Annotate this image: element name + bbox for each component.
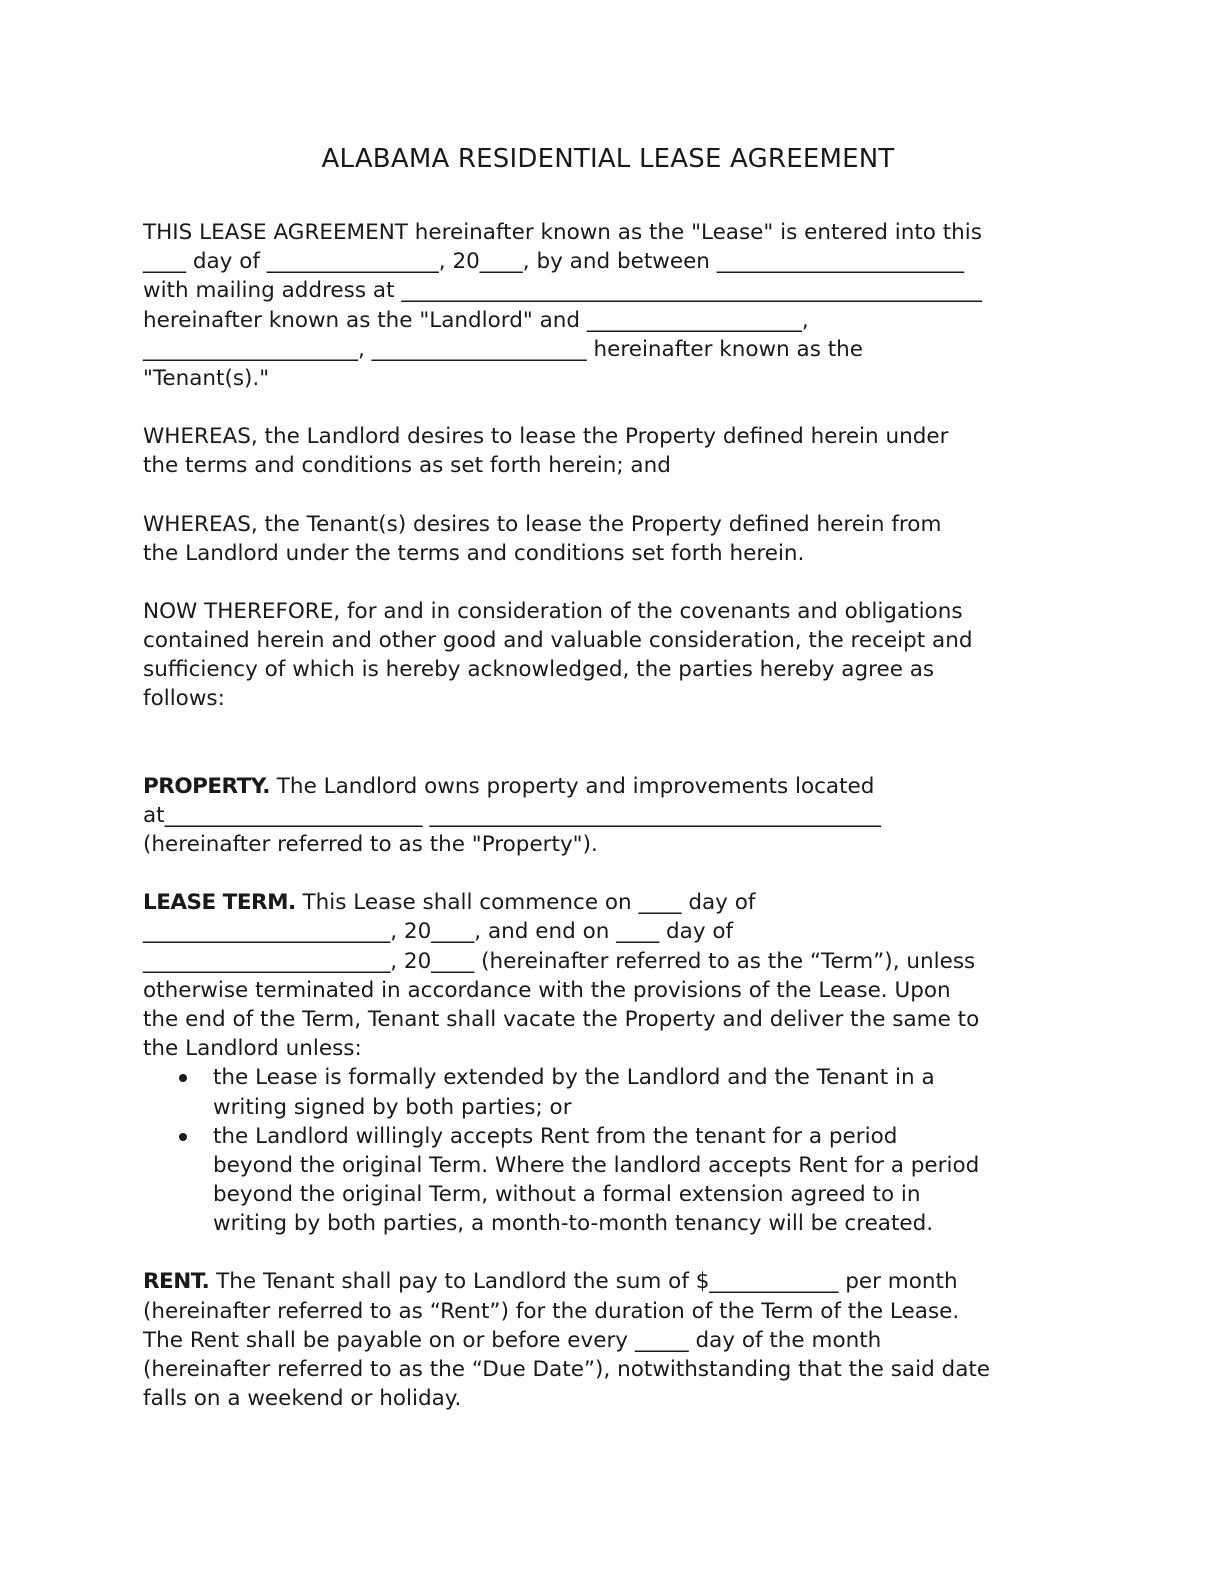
lease-term-line: the Landlord unless: — [143, 1036, 362, 1062]
intro-line: "Tenant(s)." — [143, 365, 270, 391]
list-item-line: the Landlord willingly accepts Rent from the tenant for a period — [213, 1123, 898, 1149]
rent-line: (hereinafter referred to as “Rent”) for the duration of the Term of the Lease. — [143, 1298, 960, 1324]
lease-term-line: _______________________, 20____, and end on ____ day of — [143, 919, 734, 945]
lease-term-conditions-list — [143, 1063, 1083, 1238]
property-heading: PROPERTY. — [143, 773, 270, 799]
property-first-line — [143, 772, 1083, 801]
intro-line: hereinafter known as the "Landlord" and ____________________, — [143, 307, 809, 333]
now-therefore-line: sufficiency of which is hereby acknowledged, the parties hereby agree as — [143, 657, 935, 683]
whereas-line: the Landlord under the terms and conditions set forth herein. — [143, 540, 805, 566]
intro-paragraph — [143, 218, 1083, 393]
lease-term-line: _______________________, 20____ (hereinafter referred to as the “Term”), unless — [143, 948, 976, 974]
now-therefore-line: NOW THEREFORE, for and in consideration of the covenants and obligations — [143, 598, 963, 624]
now-therefore-line: follows: — [143, 686, 225, 712]
list-item-line: writing by both parties, a month-to-month tenancy will be created. — [213, 1211, 934, 1237]
lease-term-text: This Lease shall commence on ____ day of — [295, 890, 756, 916]
list-item — [143, 1063, 1083, 1121]
property-section — [143, 772, 1083, 860]
list-item-line: writing signed by both parties; or — [213, 1094, 572, 1120]
list-item-line: beyond the original Term, without a formal extension agreed to in — [213, 1182, 921, 1208]
intro-line: THIS LEASE AGREEMENT hereinafter known as the "Lease" is entered into this — [143, 220, 982, 245]
whereas-landlord-paragraph — [143, 422, 1083, 480]
list-item-line: the Lease is formally extended by the Landlord and the Tenant in a — [213, 1065, 935, 1091]
document-page — [143, 140, 1083, 1442]
now-therefore-paragraph — [143, 597, 1083, 714]
intro-line: ____________________, ____________________ hereinafter known as the — [143, 336, 864, 362]
whereas-tenant-paragraph — [143, 510, 1083, 568]
whereas-line: WHEREAS, the Tenant(s) desires to lease the Property defined herein from — [143, 511, 942, 537]
section-spacer — [143, 714, 1083, 772]
whereas-line: the terms and conditions as set forth herein; and — [143, 453, 671, 479]
document-title: ALABAMA RESIDENTIAL LEASE AGREEMENT — [321, 144, 895, 174]
rent-line: (hereinafter referred to as the “Due Date”), notwithstanding that the said date — [143, 1357, 991, 1382]
property-text: The Landlord owns property and improvements located — [269, 773, 875, 799]
intro-line: with mailing address at ______________________________________________________ — [143, 278, 982, 304]
lease-term-heading: LEASE TERM. — [143, 890, 296, 916]
rent-first-line — [143, 1267, 1083, 1296]
now-therefore-line: contained herein and other good and valuable consideration, the receipt and — [143, 628, 973, 654]
whereas-line: WHEREAS, the Landlord desires to lease the Property defined herein under — [143, 424, 949, 450]
rent-heading: RENT. — [143, 1269, 210, 1295]
intro-line: ____ day of ________________, 20____, by and between _______________________ — [143, 249, 965, 275]
rent-line: falls on a weekend or holiday. — [143, 1386, 462, 1412]
rent-line: The Rent shall be payable on or before every _____ day of the month — [143, 1327, 882, 1353]
bullet-icon — [179, 1133, 187, 1141]
lease-term-section — [143, 888, 1083, 1063]
lease-term-line: the end of the Term, Tenant shall vacate the Property and deliver the same to — [143, 1006, 980, 1032]
rent-text: The Tenant shall pay to Landlord the sum of $____________ per month — [209, 1269, 958, 1295]
lease-term-line: otherwise terminated in accordance with the provisions of the Lease. Upon — [143, 977, 951, 1003]
property-line: (hereinafter referred to as the "Property"). — [143, 832, 598, 857]
bullet-icon — [179, 1074, 187, 1082]
property-line: at________________________ __________________________________________ — [143, 802, 881, 828]
list-item-line: beyond the original Term. Where the landlord accepts Rent for a period — [213, 1152, 980, 1178]
rent-section — [143, 1267, 1083, 1413]
lease-term-first-line — [143, 888, 1083, 917]
list-item — [143, 1122, 1083, 1239]
